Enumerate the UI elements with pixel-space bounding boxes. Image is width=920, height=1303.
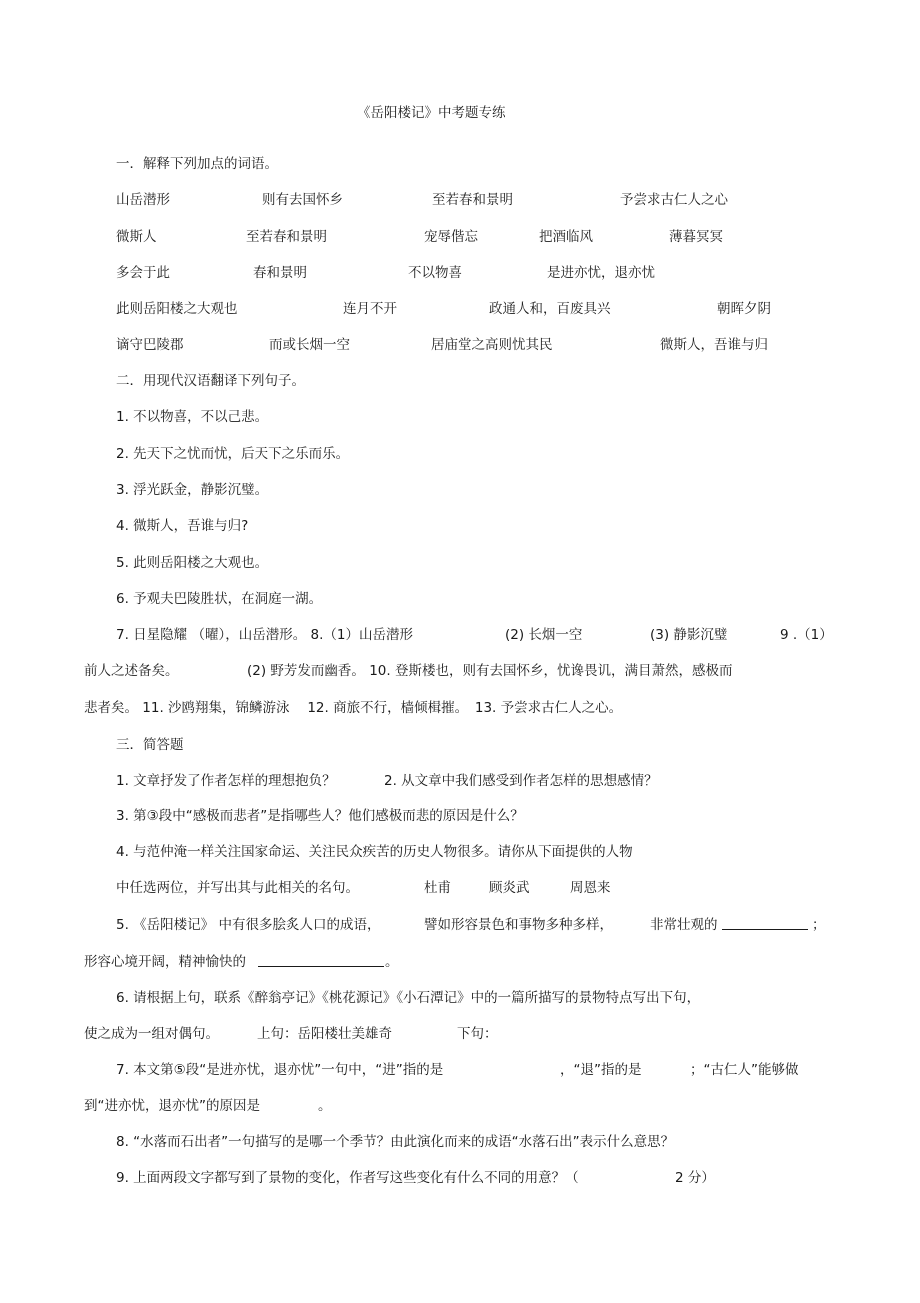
vocab-item: 至若春和景明 xyxy=(432,192,513,208)
vocab-item: 不以物喜 xyxy=(408,265,462,281)
question-5-fragment: 譬如形容景色和事物多种多样， xyxy=(424,917,613,933)
question-5-fragment: 。 xyxy=(385,954,399,970)
page-title: 《岳阳楼记》中考题专练 xyxy=(357,105,506,121)
translation-fragment: (2) 野芳发而幽香。 10. 登斯楼也，则有去国怀乡，忧谗畏讥，满目萧然，感极而 xyxy=(247,663,733,679)
vocab-item: 宠辱偕忘 xyxy=(424,229,478,245)
vocab-item: 此则岳阳楼之大观也 xyxy=(116,301,238,317)
question-7-fragment: ；“古仁人”能够做 xyxy=(690,1062,799,1078)
vocab-item: 把酒临风 xyxy=(539,229,593,245)
vocab-item: 微斯人，吾谁与归 xyxy=(660,337,768,353)
vocab-item: 是进亦忧，退亦忧 xyxy=(547,265,655,281)
vocab-item: 至若春和景明 xyxy=(246,229,327,245)
answer-blank[interactable] xyxy=(722,916,808,935)
question-5-fragment: ； xyxy=(812,917,826,933)
vocab-item: 朝晖夕阴 xyxy=(717,301,771,317)
vocab-item: 山岳潜形 xyxy=(116,192,170,208)
vocab-item: 薄暮冥冥 xyxy=(669,229,723,245)
question-8: 8. “水落而石出者”一句描写的是哪一个季节？由此演化而来的成语“水落石出”表示什么意思？ xyxy=(116,1134,675,1150)
question-5-cont: 形容心境开阔，精神愉快的 xyxy=(84,954,246,970)
answer-blank[interactable] xyxy=(258,953,384,972)
question-5-fragment: 非常壮观的 xyxy=(650,917,718,933)
question-4: 4. 与范仲淹一样关注国家命运、关注民众疾苦的历史人物很多。请你从下面提供的人物 xyxy=(116,844,633,860)
section-1-heading: 一．解释下列加点的词语。 xyxy=(116,156,278,172)
vocab-item: 政通人和，百废具兴 xyxy=(489,301,611,317)
vocab-item: 居庙堂之高则忧其民 xyxy=(431,337,553,353)
translation-item: 1. 不以物喜，不以己悲。 xyxy=(116,409,269,425)
section-3-heading: 三．简答题 xyxy=(116,737,184,753)
question-9-score: 2 分） xyxy=(675,1170,715,1186)
translation-item: 6. 予观夫巴陵胜状，在洞庭一湖。 xyxy=(116,591,323,607)
vocab-item: 连月不开 xyxy=(343,301,397,317)
question-9: 9. 上面两段文字都写到了景物的变化，作者写这些变化有什么不同的用意？（ xyxy=(116,1170,579,1186)
question-5: 5. 《岳阳楼记》 中有很多脍炙人口的成语， xyxy=(116,917,381,933)
question-2: 2. 从文章中我们感受到作者怎样的思想感情？ xyxy=(384,773,658,789)
question-7: 7. 本文第⑤段“是进亦忧，退亦忧”一句中，“进”指的是 xyxy=(116,1062,444,1078)
question-1: 1. 文章抒发了作者怎样的理想抱负？ xyxy=(116,773,336,789)
section-2-heading: 二．用现代汉语翻译下列句子。 xyxy=(116,373,305,389)
question-7-fragment: 。 xyxy=(318,1098,332,1114)
vocab-item: 而或长烟一空 xyxy=(269,337,350,353)
question-6: 6. 请根据上句，联系《醉翁亭记》《桃花源记》《小石潭记》中的一篇所描写的景物特点写出下句， xyxy=(116,990,701,1006)
vocab-item: 谪守巴陵郡 xyxy=(116,337,184,353)
question-6-fragment: 下句： xyxy=(457,1026,498,1042)
translation-fragment: 悲者矣。 11. 沙鸥翔集，锦鳞游泳 12. 商旅不行，樯倾楫摧。 13. 予尝求古仁人之心。 xyxy=(84,700,623,716)
vocab-item: 多会于此 xyxy=(116,265,170,281)
vocab-item: 微斯人 xyxy=(116,229,157,245)
translation-item: 4. 微斯人，吾谁与归? xyxy=(116,518,249,534)
translation-fragment: (2) 长烟一空 xyxy=(505,627,583,643)
question-7-fragment: ，“退”指的是 xyxy=(560,1062,642,1078)
person-name: 顾炎武 xyxy=(489,880,530,896)
question-7-cont: 到“进亦忧，退亦忧”的原因是 xyxy=(84,1098,260,1114)
question-6-fragment: 上句：岳阳楼壮美雄奇 xyxy=(257,1026,392,1042)
vocab-item: 予尝求古仁人之心 xyxy=(620,192,728,208)
question-4-cont: 中任选两位，并写出其与此相关的名句。 xyxy=(116,880,359,896)
translation-item-7: 7. 日星隐耀 （曜），山岳潜形。 8.（1）山岳潜形 xyxy=(116,627,413,643)
vocab-item: 春和景明 xyxy=(253,265,307,281)
question-3: 3. 第③段中“感极而悲者”是指哪些人？他们感极而悲的原因是什么？ xyxy=(116,808,524,824)
translation-item: 5. 此则岳阳楼之大观也。 xyxy=(116,555,269,571)
person-name: 杜甫 xyxy=(424,880,451,896)
vocab-item: 则有去国怀乡 xyxy=(262,192,343,208)
question-6-cont: 使之成为一组对偶句。 xyxy=(84,1026,219,1042)
translation-item: 2. 先天下之忧而忧，后天下之乐而乐。 xyxy=(116,446,350,462)
person-name: 周恩来 xyxy=(570,880,611,896)
translation-item: 3. 浮光跃金，静影沉璧。 xyxy=(116,482,269,498)
translation-fragment: 前人之述备矣。 xyxy=(84,663,179,679)
translation-fragment: (3) 静影沉璧 xyxy=(650,627,728,643)
translation-fragment: 9 .（1） xyxy=(780,627,833,643)
